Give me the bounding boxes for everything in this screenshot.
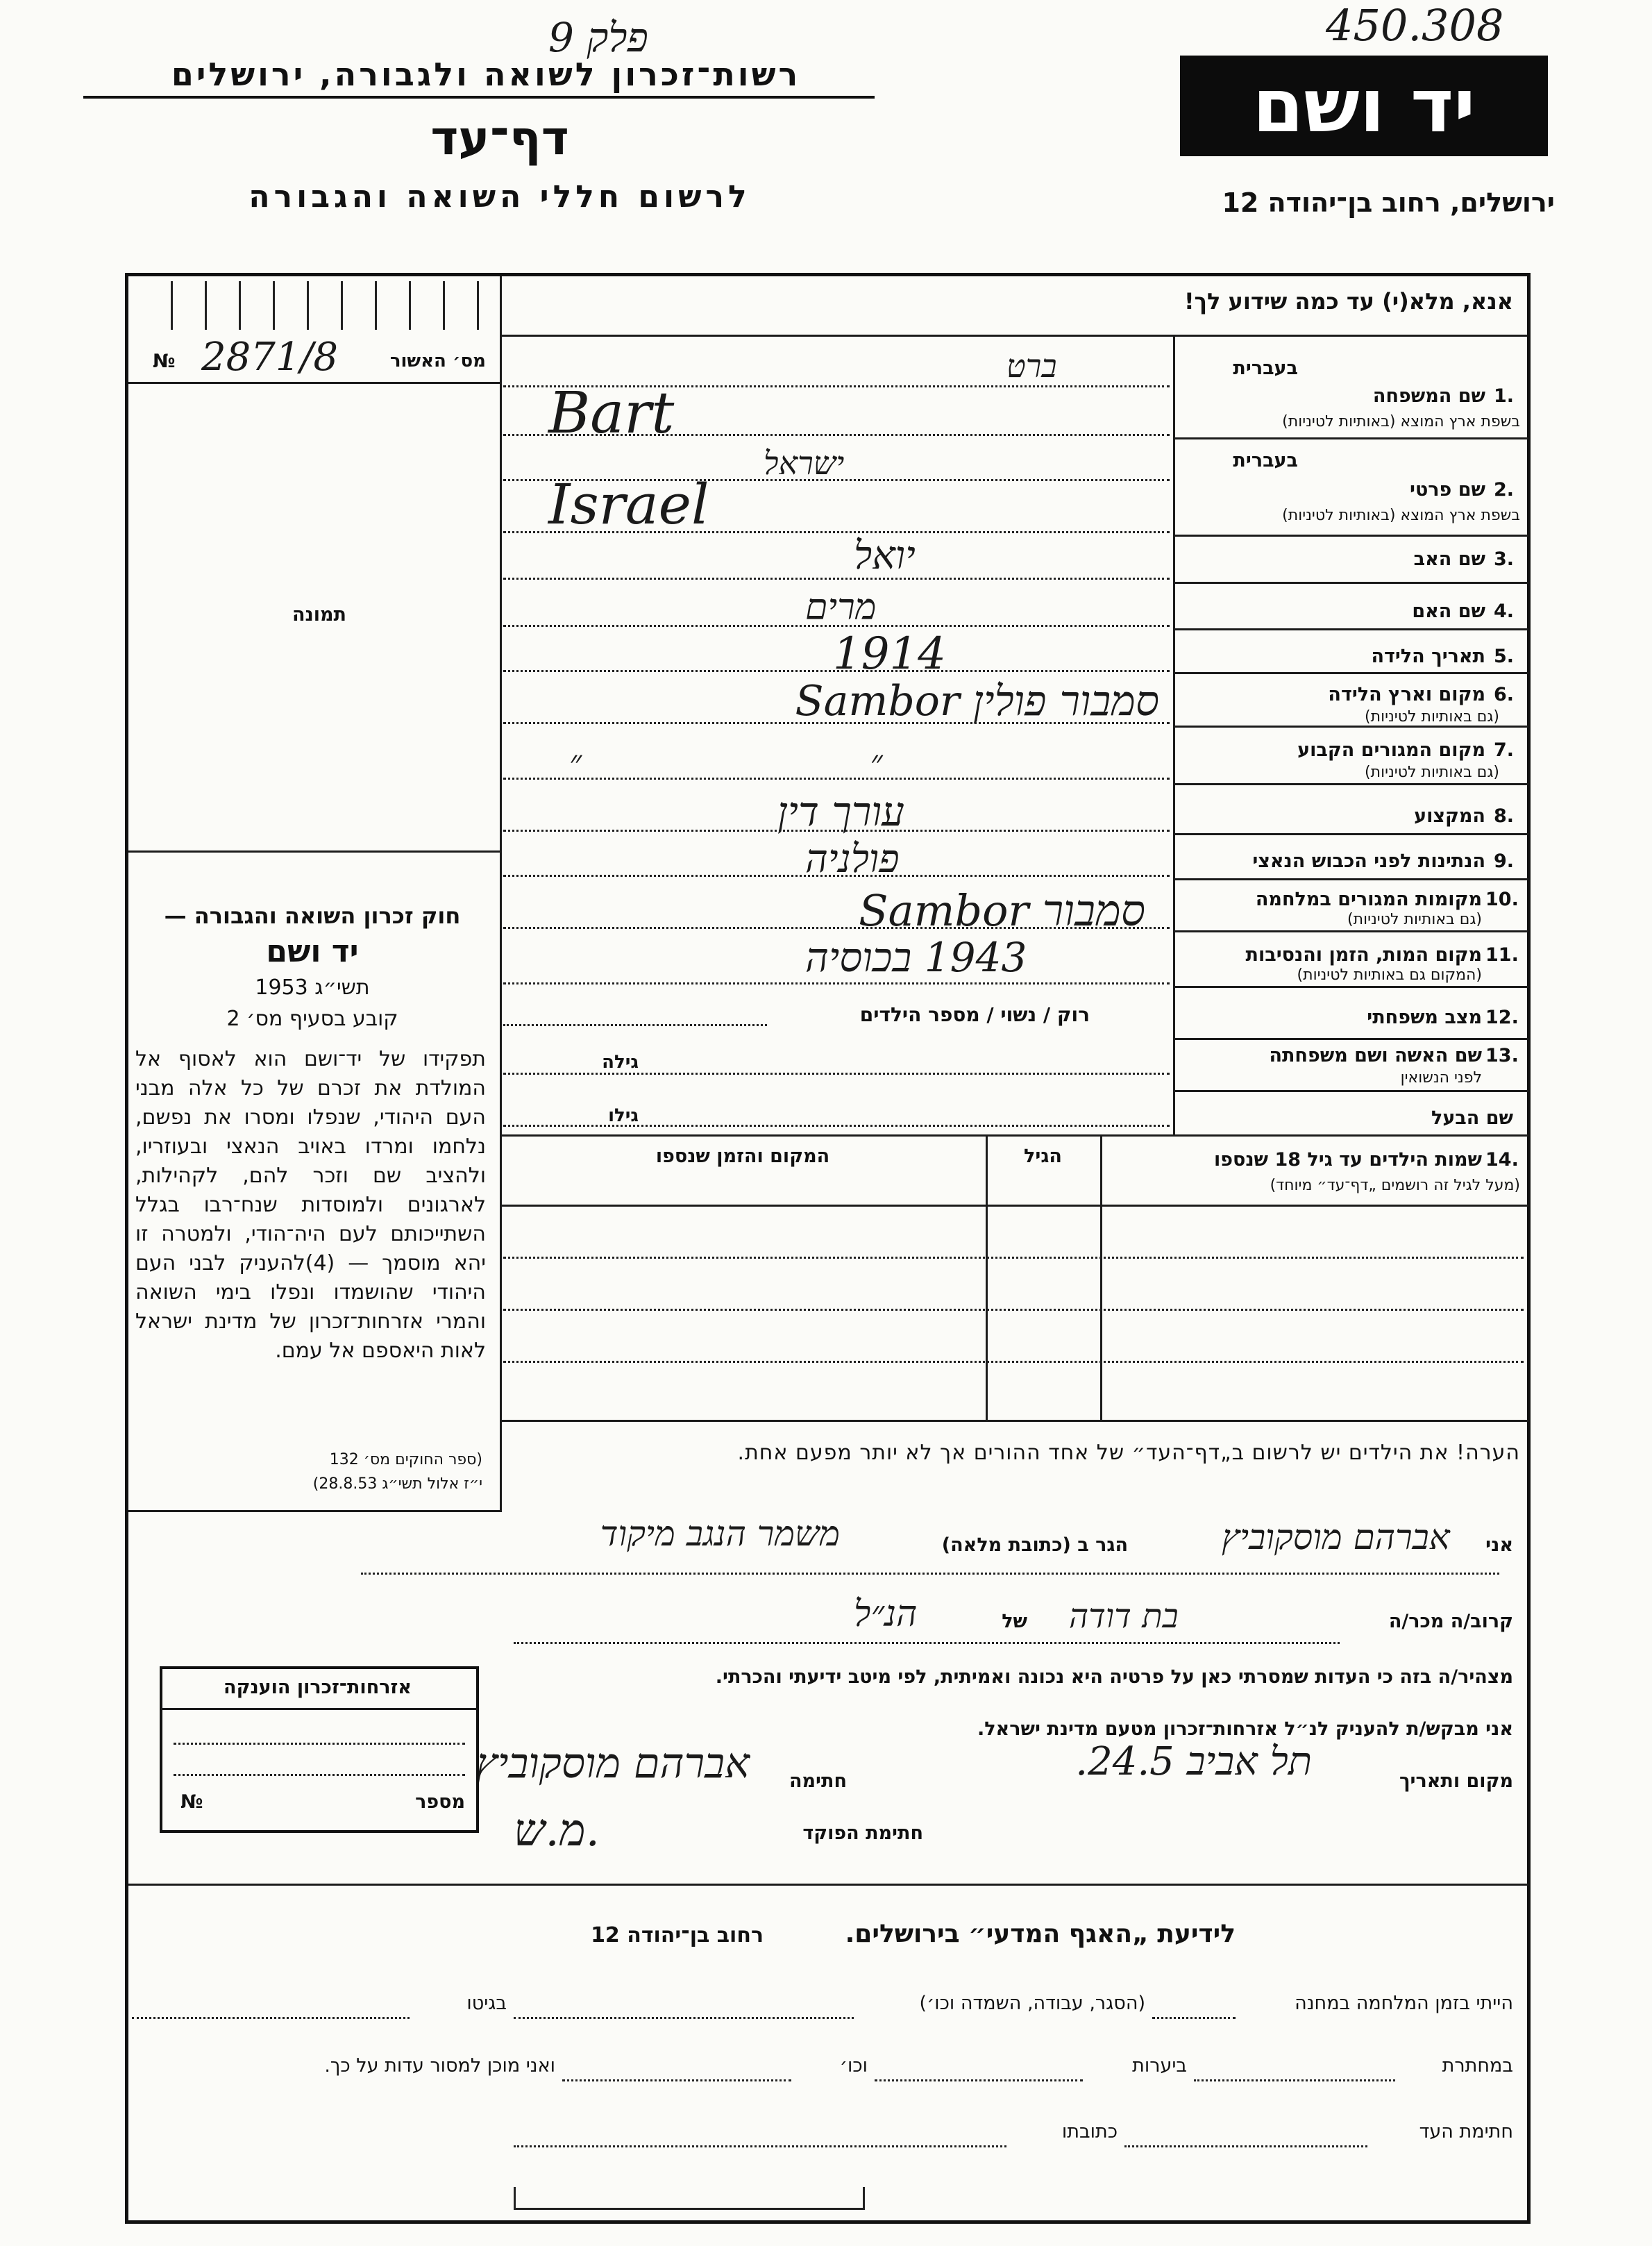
stamp-number-symbol: № bbox=[180, 1791, 203, 1813]
field-column-divider bbox=[1173, 336, 1175, 1134]
field-6-num: 6. bbox=[1494, 684, 1515, 705]
field-13-num: 13. bbox=[1485, 1045, 1519, 1066]
field-13-sub: לפני הנשואין bbox=[1400, 1069, 1482, 1087]
row-sep bbox=[1173, 535, 1528, 537]
field-3-label: שם האב bbox=[1413, 548, 1485, 570]
footer-ghetto-label: בגיטו bbox=[466, 1993, 507, 2014]
field-4-label: שם האם bbox=[1412, 601, 1485, 622]
decl-line bbox=[514, 1642, 1340, 1644]
row-sep bbox=[1173, 878, 1528, 880]
decl-signature-label: חתימה bbox=[789, 1770, 847, 1792]
decl-relation-label: קרוב/ה מכר/ה bbox=[1388, 1611, 1513, 1632]
children-col-divider bbox=[1100, 1136, 1102, 1420]
prompt-divider bbox=[500, 335, 1527, 337]
field-4-num: 4. bbox=[1494, 601, 1515, 622]
field-6-sub: (גם באותיות לטיניות) bbox=[1365, 708, 1499, 726]
field-12-label: מצב משפחתי bbox=[1367, 1007, 1482, 1028]
approval-number-value: 2871/8 bbox=[201, 335, 339, 380]
field-1-tag: בעברית bbox=[1233, 358, 1298, 379]
approval-number-symbol: № bbox=[153, 351, 176, 372]
yad-vashem-logo bbox=[1180, 56, 1548, 156]
wife-age-label: גילה bbox=[602, 1052, 639, 1073]
footer-willing-label: ואני מוכן למסור עדות על כך. bbox=[324, 2055, 555, 2077]
field-2-num: 2. bbox=[1494, 479, 1515, 501]
footer-top-line bbox=[128, 1884, 1528, 1886]
field-6-label: מקום וארץ הלידה bbox=[1328, 684, 1485, 705]
children-table-bottom bbox=[500, 1420, 1528, 1422]
field-1-num: 1. bbox=[1494, 385, 1515, 407]
children-row bbox=[503, 1309, 1524, 1311]
field-12-options: רוק / נשוי / מספר הילדים bbox=[859, 1003, 1090, 1026]
children-place-header: המקום והזמן שנספו bbox=[655, 1146, 830, 1167]
left-column-divider bbox=[500, 276, 502, 1512]
photo-label: תמונה bbox=[292, 604, 347, 626]
field-5-label: תאריך הלידה bbox=[1371, 646, 1485, 667]
field-7-label: מקום המגורים הקבוע bbox=[1297, 739, 1485, 761]
field-9-label: הנתינות לפני הכבוש הנאצי bbox=[1252, 850, 1485, 872]
field-4-value: מרים bbox=[805, 587, 877, 628]
row-sep bbox=[1173, 1038, 1528, 1040]
decl-of-label: של bbox=[1002, 1611, 1027, 1632]
law-clause: קובע בסעיף מס׳ 2 bbox=[226, 1007, 398, 1031]
husband-label: שם הבעל bbox=[1431, 1107, 1513, 1129]
children-row bbox=[503, 1361, 1524, 1363]
handwritten-mark: פלק 9 bbox=[548, 14, 648, 61]
decl-place-date-value: תל אביב 24.5. bbox=[1075, 1739, 1312, 1784]
law-reference-1: (ספר החוקים מס׳ 132 bbox=[329, 1451, 482, 1468]
footer-line bbox=[132, 2017, 410, 2019]
row-sep bbox=[1173, 930, 1528, 932]
decl-address-value: משמר הנגב מיקוד bbox=[600, 1514, 840, 1554]
field-7-value: ״ ״ bbox=[569, 743, 1022, 782]
field-10-sub: (גם באותיות לטיניות) bbox=[1347, 911, 1482, 928]
footer-camp-types: (הסגר, עבודה, השמדה וכו׳) bbox=[919, 1993, 1145, 2014]
field-11-value: 1943 בכוסיה bbox=[805, 934, 1027, 981]
stamp-number-label: מספר bbox=[415, 1791, 465, 1813]
row-sep bbox=[1173, 582, 1528, 584]
field-1-sub: בשפת ארץ המוצא (באותיות לטיניות) bbox=[1282, 413, 1520, 430]
row-sep bbox=[1173, 628, 1528, 630]
field-11-label: מקום המות, הזמן והנסיבות bbox=[1245, 944, 1482, 966]
answer-line bbox=[503, 578, 1170, 580]
stamp-box-title: אזרחות־זכרון הוענקה bbox=[224, 1677, 412, 1698]
children-label: שמות הילדים עד גיל 18 שנספו bbox=[1213, 1149, 1482, 1171]
law-body: תפקידו של יד־ושם הוא לאסוף אל המולדת את זכרם של כל אלה מבני העם היהודי, שנפלו ומסרו את נפשם, נלחמו ומרדו באויב הנאצי ובעוזריו, ולהציב שם וזכר להם, לקהילות, לארגונים ולמוסדות שנח־רבו בגלל השתייכותם לעם היה־הודי, ולמטרה זו יהא מוסמך — (4)להעניק לבני העם היהודי שהושמדו ונפלו בימי השואה והמרי אזרחות־זכרון של מדינת ישראל לאות היאספם אל עמם. bbox=[135, 1047, 486, 1363]
field-8-num: 8. bbox=[1494, 805, 1515, 827]
row-sep bbox=[1173, 672, 1528, 674]
children-sub: (מעל לגיל זה רושמים „דף־עד״ מיוחד) bbox=[1270, 1177, 1520, 1194]
logo-text: יד ושם bbox=[1252, 63, 1476, 149]
field-5-value: 1914 bbox=[833, 628, 946, 680]
field-2-tag: בעברית bbox=[1233, 450, 1298, 471]
field-11-num: 11. bbox=[1485, 944, 1519, 966]
footer-line bbox=[514, 2145, 1006, 2147]
header-address: ירושלים, רחוב בן־יהודה 12 bbox=[1222, 187, 1555, 218]
field-2-label: שם פרטי bbox=[1410, 479, 1485, 501]
field-1-label: שם המשפחה bbox=[1372, 385, 1485, 407]
row-sep bbox=[1173, 783, 1528, 785]
footer-address-label: כתובתו bbox=[1061, 2121, 1118, 2143]
footer-etc-label: וכו׳ bbox=[839, 2055, 868, 2077]
footer-address: רחוב בן־יהודה 12 bbox=[591, 1923, 764, 1947]
law-year: תשי״ג 1953 bbox=[255, 975, 370, 1000]
field-7-num: 7. bbox=[1494, 739, 1515, 761]
footer-line bbox=[875, 2079, 1083, 2081]
approval-divider bbox=[128, 382, 500, 384]
children-count-line bbox=[503, 1024, 767, 1026]
handwritten-reference-number: 450.308 bbox=[1326, 0, 1504, 51]
children-col-divider bbox=[986, 1136, 988, 1420]
field-10-num: 10. bbox=[1485, 889, 1519, 910]
answer-line bbox=[503, 1073, 1170, 1075]
approval-ticks bbox=[139, 281, 486, 330]
field-5-num: 5. bbox=[1494, 646, 1515, 667]
decl-line bbox=[361, 1573, 1499, 1575]
decl-statement: מצהיר/ה בזה כי העדות שמסרתי כאן על פרטיה היא נכונה ואמיתית, לפי מיטב ידיעתי והכרתי. bbox=[715, 1666, 1513, 1688]
decl-address-label: הגר ב (כתובת מלאה) bbox=[941, 1534, 1128, 1556]
decl-signature-value: אברהם מוסקוביץ bbox=[475, 1739, 750, 1788]
decl-i-value: אברהם מוסקוביץ bbox=[1222, 1517, 1450, 1557]
footer-line bbox=[1152, 2017, 1236, 2019]
row-sep bbox=[1173, 833, 1528, 835]
decl-request: אני מבקש/ת להעניק לנ״ל אזרחות־זכרון מטעם מדינת ישראל. bbox=[977, 1718, 1513, 1740]
husband-age-label: גילו bbox=[608, 1105, 639, 1126]
children-table-top bbox=[500, 1134, 1528, 1137]
field-11-sub: (המקום גם באותיות לטיניות) bbox=[1297, 966, 1482, 984]
field-7-sub: (גם באותיות לטיניות) bbox=[1365, 764, 1499, 781]
stamp-line bbox=[174, 1774, 465, 1776]
form-prompt: אנא, מלא(י) עד כמה שידוע לך! bbox=[1183, 288, 1513, 315]
field-12-num: 12. bbox=[1485, 1007, 1519, 1028]
footer-line bbox=[562, 2079, 791, 2081]
field-8-value: עורך דין bbox=[777, 788, 905, 835]
stamp-line bbox=[174, 1743, 465, 1745]
page-title: דף־עד bbox=[430, 111, 569, 166]
decl-i-label: אני bbox=[1485, 1534, 1513, 1556]
row-sep bbox=[1173, 1090, 1528, 1092]
field-2-sub: בשפת ארץ המוצא (באותיות לטיניות) bbox=[1282, 507, 1520, 524]
field-9-num: 9. bbox=[1494, 850, 1515, 872]
children-age-header: הגיל bbox=[1024, 1146, 1062, 1167]
decl-relation-value: בת דודה bbox=[1069, 1597, 1179, 1636]
authority-line: רשות־זכרון לשואה ולגבורה, ירושלים bbox=[171, 56, 801, 93]
footer-underground-label: במחתרת bbox=[1442, 2055, 1513, 2077]
footer-camp-label: הייתי בזמן המלחמה במחנה bbox=[1295, 1993, 1513, 2014]
field-10-label: מקומות המגורים במלחמה bbox=[1255, 889, 1482, 910]
field-6-value: סמבור פולין Sambor bbox=[795, 677, 1159, 726]
field-13-label: שם האשה ושם משפחתה bbox=[1269, 1045, 1482, 1066]
field-3-num: 3. bbox=[1494, 548, 1515, 570]
decl-place-date-label: מקום ותאריך bbox=[1399, 1770, 1513, 1792]
footer-line bbox=[1124, 2145, 1367, 2147]
decl-officer-label: חתימת הפוקד bbox=[802, 1822, 923, 1844]
answer-line bbox=[503, 982, 1170, 984]
law-heading: חוק זכרון השואה והגבורה — bbox=[164, 903, 461, 929]
children-header-line bbox=[500, 1205, 1528, 1207]
approval-label: מס׳ האשור bbox=[389, 351, 486, 371]
field-8-label: המקצוע bbox=[1414, 805, 1485, 827]
field-3-value: יואל bbox=[854, 533, 916, 578]
footer-line bbox=[1194, 2079, 1395, 2081]
footer-forests-label: ביערות bbox=[1132, 2055, 1187, 2077]
row-sep bbox=[1173, 437, 1528, 439]
left-column-bottom bbox=[128, 1510, 502, 1512]
bottom-bracket bbox=[514, 2187, 865, 2210]
field-1-latin-value: Bart bbox=[548, 380, 675, 446]
field-2-hebrew-value: ישראל bbox=[764, 444, 845, 482]
page-subtitle: לרשום חללי השואה והגבורה bbox=[248, 179, 751, 215]
footer-heading: לידיעת „האגף המדעי״ בירושלים. bbox=[845, 1920, 1236, 1948]
footer-line bbox=[514, 2017, 854, 2019]
law-reference-2: י״ז אלול תשי״ג 28.8.53) bbox=[312, 1475, 482, 1493]
field-2-latin-value: Israel bbox=[548, 472, 709, 537]
decl-officer-signature: מ.ש. bbox=[514, 1805, 600, 1857]
photo-bottom bbox=[128, 850, 500, 853]
stamp-title-line bbox=[161, 1708, 478, 1710]
field-10-value: סמבור Sambor bbox=[859, 885, 1145, 936]
row-sep bbox=[1173, 726, 1528, 728]
children-row bbox=[503, 1257, 1524, 1259]
law-name: יד ושם bbox=[266, 934, 359, 969]
authority-underline bbox=[83, 96, 875, 99]
children-note: הערה! את הילדים יש לרשום ב„דף־העד״ של אחד ההורים אך לא יותר מפעם אחת. bbox=[737, 1441, 1520, 1465]
field-9-value: פולניה bbox=[805, 837, 900, 882]
field-1-hebrew-value: ברט bbox=[1006, 347, 1057, 385]
decl-of-value: הנ״ל bbox=[854, 1593, 918, 1635]
row-sep bbox=[1173, 986, 1528, 988]
footer-witness-signature-label: חתימת העד bbox=[1419, 2121, 1513, 2143]
children-num: 14. bbox=[1485, 1149, 1519, 1171]
